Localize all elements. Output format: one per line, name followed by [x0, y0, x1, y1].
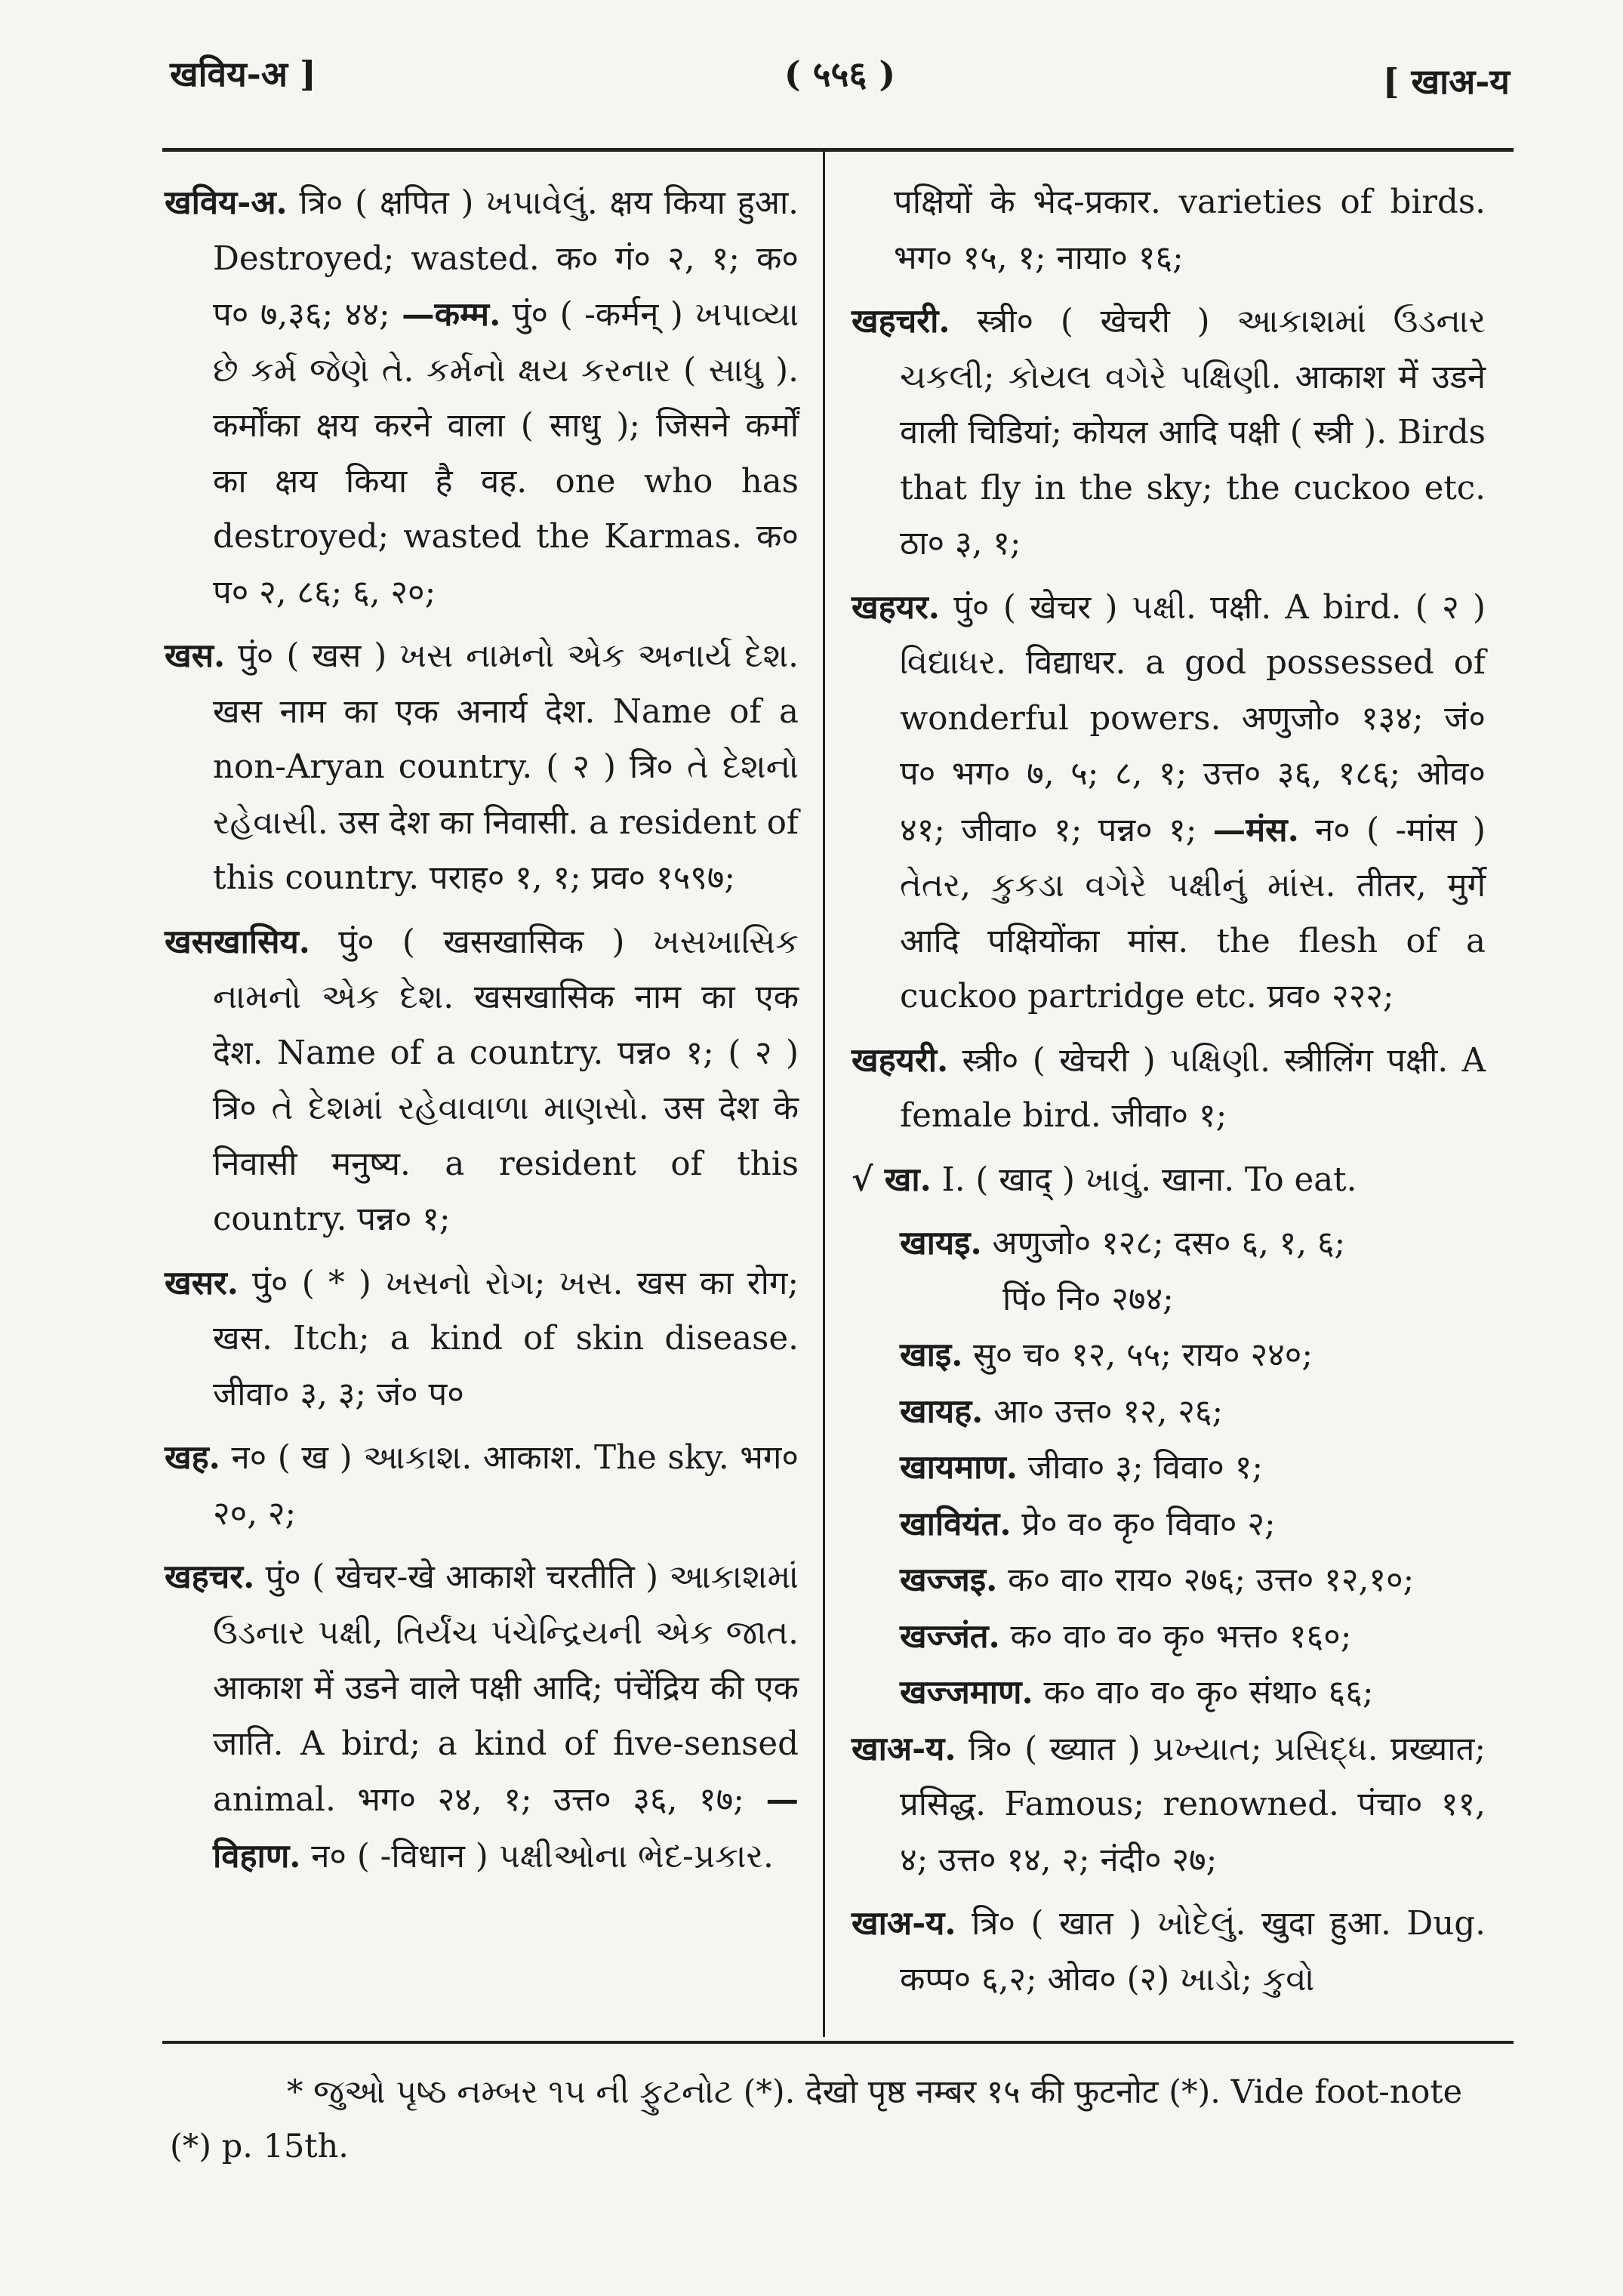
footnote: * જુઓ પૃષ્ઠ નમ્બર ૧૫ ની ફુટનોટ (*). देखो पृष्ठ नम्बर १५ की फुटनोट (*). Vide foot-note (*) p. 15th.	[170, 2073, 1463, 2165]
subform-text: पिं० नि० २७४;	[1002, 1280, 1174, 1318]
dictionary-entry	[165, 628, 799, 907]
subform-text: क० वा० व० कृ० भत्त० १६०;	[999, 1617, 1352, 1656]
subform-line	[852, 1609, 1486, 1666]
subform-headword: खाइ.	[900, 1336, 963, 1374]
dictionary-entry	[165, 1549, 799, 1885]
entry-headword: खाअ-य.	[852, 1729, 956, 1768]
subform-line	[852, 1496, 1486, 1553]
page-number: ( ५५६ )	[784, 54, 896, 94]
page-header	[170, 50, 1510, 118]
entry-headword: —मंस.	[1212, 810, 1299, 849]
subform-text: क० वा० व० कृ० संथा० ६६;	[1033, 1674, 1374, 1712]
subform-text: जीवा० ३; विवा० १;	[1017, 1449, 1263, 1487]
dictionary-entry	[165, 175, 799, 621]
subform-headword: खावियंत.	[900, 1504, 1012, 1543]
subform-line	[852, 1216, 1486, 1272]
header-right-guideword: [ खाअ-य	[1382, 61, 1510, 102]
dictionary-entry	[165, 914, 799, 1248]
entry-headword: खहचर.	[165, 1558, 255, 1596]
subform-line	[852, 1440, 1486, 1496]
subform-headword: खायह.	[900, 1391, 984, 1431]
header-left-guideword: खविय-अ ]	[170, 54, 316, 94]
dictionary-entry	[165, 1256, 799, 1423]
entry-text: पुं० ( खेचर-खे आकाशे चरतीति ) આકાશમાં ઉડનાર પક્ષી, તિર્યંચ પંચેન્દ્રિયની એક જાત. आकाश में उडने वाले पक्षी आदि; पंचेंद्रिय की एक जाति. A bird; a kind of five-sensed animal. भग० २४, १; उत्त० ३६, १७;	[213, 1558, 799, 1819]
dictionary-entry	[852, 1721, 1486, 1889]
entry-text: न० ( -मांस ) તેતર, કુકડા વગેરે પક્ષીનું માંસ. तीतर, मुर्गे आदि पक्षियोंका मांस. the flesh of a cuckoo partridge etc. प्रव० २२२;	[900, 811, 1486, 1015]
subform-text: प्रे० व० कृ० विवा० २;	[1011, 1505, 1276, 1543]
subform-headword: खायमाण.	[900, 1448, 1018, 1487]
subform-headword: खायइ.	[900, 1224, 982, 1262]
dictionary-entry	[852, 1033, 1486, 1145]
subform-line	[852, 1384, 1486, 1441]
top-rule	[162, 148, 1514, 152]
column-divider	[823, 151, 825, 2037]
entry-text: त्रि० ( खात ) ખોદેલું. खुदा हुआ. Dug. कप्प० ६,२; ओव० (२) ખાડો; કુવો	[900, 1905, 1486, 1999]
subform-line	[852, 1665, 1486, 1721]
dictionary-entry-continued	[852, 175, 1486, 286]
entry-headword: खाअ-य.	[852, 1904, 956, 1943]
entry-headword: —कम्म.	[402, 295, 501, 334]
dictionary-entry	[165, 1430, 799, 1542]
entry-headword-root: √ खा.	[852, 1160, 932, 1199]
entry-text: त्रि० ( क्षपित ) ખપાવેલું. क्षय किया हुआ. Destroyed; wasted. क० गं० २, १; क० प० ७,३६; ४४;	[213, 184, 799, 334]
entry-text: पुं० ( खस ) ખસ નામનો એક અનાર્ય દેશ. खस नाम का एक अनार्य देश. Name of a non-Aryan country. ( २ ) त्रि० તે દેશનો રહેવાસી. उस देश का निवासी. a resident of this country. पराह० १, १; प्रव० १५९७;	[213, 637, 799, 897]
dictionary-entry	[852, 1152, 1486, 1209]
bottom-rule	[162, 2041, 1514, 2044]
entry-headword: खहचरी.	[852, 302, 950, 341]
left-column	[165, 175, 799, 1892]
entry-headword: खह.	[165, 1438, 220, 1477]
entry-text: पुं० ( खेचर ) પક્ષી. पक्षी. A bird. ( २ ) વિદ્યાધર. विद्याधर. a god possessed of wonderful powers. अणुजो० १३४; जं० प० भग० ७, ५; ८, १; उत्त० ३६, १८६; ओव० ४१; जीवा० १; पन्न० १;	[900, 588, 1486, 849]
dictionary-entry	[852, 1896, 1486, 2008]
entry-headword: खविय-अ.	[165, 183, 288, 222]
subform-headword: खज्जइ.	[900, 1561, 998, 1599]
entry-text: पुं० ( -कर्मन् ) ખપાવ્યા છે કર્મ જેણે તે. કર્મનો ક્ષય કરનાર ( સાધુ ). कर्मोंका क्षय करने वाला ( साधु ); जिसने कर्मों का क्षय किया है वह. one who has destroyed; wasted the Karmas. क० प० २, ८६; ६, २०;	[213, 296, 799, 612]
entry-text: पुं० ( * ) ખસનો રોગ; ખસ. खस का रोग; खस. Itch; a kind of skin disease. जीवा० ३, ३; जं० प०	[213, 1264, 799, 1413]
subform-text: अणुजो० १२८; दस० ६, १, ६;	[981, 1225, 1346, 1262]
entry-text: I. ( खाद् ) ખાવું. खाना. To eat.	[931, 1160, 1357, 1199]
subform-line	[852, 1272, 1486, 1328]
subform-text: क० वा० राय० २७६; उत्त० १२,१०;	[997, 1561, 1415, 1599]
entry-text: न० ( -विधान ) પક્ષીઓના ભેદ-પ્રકાર.	[300, 1837, 774, 1875]
entry-headword: खहयर.	[852, 587, 940, 627]
subform-line	[852, 1327, 1486, 1384]
subform-text: सु० च० १२, ५५; राय० २४०;	[962, 1336, 1313, 1374]
dictionary-entry	[852, 294, 1486, 572]
entry-text: पुं० ( खसखासिक ) ખસખાસિક નામનો એક દેશ. खसखासिक नाम का एक देश. Name of a country. पन्न० १; ( २ ) त्रि० તે દેશમાં રહેવાવાળા માણસો. उस देश के निवासी मनुष्य. a resident of this country. पन्न० १;	[213, 923, 799, 1238]
entry-text: स्त्री० ( खेचरी ) પક્ષિણી. स्त्रीलिंग पक्षी. A female bird. जीवा० १;	[900, 1041, 1486, 1135]
subform-headword: खज्जंत.	[900, 1616, 1000, 1656]
entry-headword: खस.	[165, 636, 226, 675]
subform-text: आ० उत्त० १२, २६;	[983, 1392, 1224, 1431]
entry-headword: खसर.	[165, 1263, 239, 1302]
dictionary-entry	[852, 580, 1486, 1025]
entry-headword: खसखासिय.	[165, 922, 310, 961]
subform-headword: खज्जमाण.	[900, 1673, 1033, 1712]
entry-text: न० ( ख ) આકાશ. आकाश. The sky. भग० २०, २;	[213, 1439, 799, 1533]
entry-text: त्रि० ( ख्यात ) પ્રખ્યાત; પ્રસિદ્ધ. प्रख्यात; प्रसिद्ध. Famous; renowned. पंचा० ११, ४; उत्त० १४, २; नंदी० २७;	[900, 1730, 1486, 1879]
right-column	[852, 175, 1486, 2015]
entry-headword: खहयरी.	[852, 1040, 949, 1080]
entry-headword: —विहाण.	[213, 1780, 799, 1875]
subform-line	[852, 1552, 1486, 1609]
entry-text: पक्षियों के भेद-प्रकार. varieties of birds. भग० १५, १; नाया० १६;	[894, 183, 1486, 277]
entry-text: स्त्री० ( खेचरी ) આકાશમાં ઉડનાર ચકલી; કોયલ વગેરે પક્ષિણી. आकाश में उडने वाली चिडियां; कोयल आदि पक्षी ( स्त्री ). Birds that fly in the sky; the cuckoo etc. ठा० ३, १;	[900, 303, 1486, 562]
